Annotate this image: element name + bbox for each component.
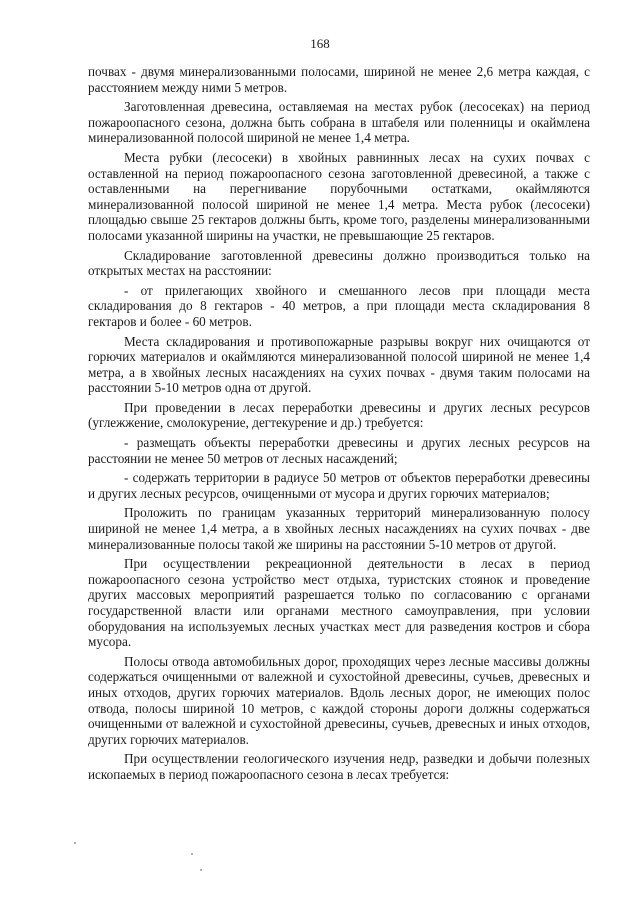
paragraph-4: Складирование заготовленной древесины должно производиться только на открытых местах на расстоянии: [88, 247, 590, 279]
paragraph-12: Полосы отвода автомобильных дорог, проходящих через лесные массивы должны содержаться очищенными от валежной и сухостойной древесины, сучьев, древесных и иных отходов, других горючих материалов. Вдоль лесных дорог, не имеющих полос отвода, полосы шириной 10 метров, с каждой стороны дороги должны содержаться очищенными от валежной и сухостойной древесины, сучьев, древесных и иных отходов, других горючих материалов. [88, 653, 590, 747]
paragraph-8: - размещать объекты переработки древесины и других лесных ресурсов на расстоянии не менее 50 метров от лесных насаждений; [88, 435, 590, 466]
document-body [88, 64, 590, 787]
paragraph-2: Заготовленная древесина, оставляемая на местах рубок (лесосеках) на период пожароопасного сезона, должна быть собрана в штабеля или поленницы и окаймлена минерализованной полосой шириной не менее 1,4 метра. [88, 99, 590, 146]
paragraph-1: почвах - двумя минерализованными полосами, шириной не менее 2,6 метра каждая, с расстоянием между ними 5 метров. [88, 64, 590, 95]
paragraph-10: Проложить по границам указанных территорий минерализованную полосу шириной не менее 1,4 метра, а в хвойных лесных насаждениях на сухих почвах - две минерализованные полосы такой же ширины на расстоянии 5-10 метров от другой. [88, 505, 590, 552]
paragraph-13: При осуществлении геологического изучения недр, разведки и добычи полезных ископаемых в период пожароопасного сезона в лесах требуется: [88, 751, 590, 782]
scan-speck [191, 853, 193, 855]
scan-speck [74, 842, 76, 844]
paragraph-6: Места складирования и противопожарные разрывы вокруг них очищаются от горючих материалов и окаймляются минерализованной полосой шириной не менее 1,4 метра, а в хвойных лесных насаждениях на сухих почвах - двумя таким полосами на расстоянии 5-10 метров одна от другой. [88, 333, 590, 396]
paragraph-11: При осуществлении рекреационной деятельности в лесах в период пожароопасного сезона устройство мест отдыха, туристских стоянок и проведение других массовых мероприятий разрешается только по согласованию с органами государственной власти или органами местного самоуправления, при условии оборудования на используемых лесных участках мест для разведения костров и сбора мусора. [88, 556, 590, 650]
paragraph-3: Места рубки (лесосеки) в хвойных равнинных лесах на сухих почвах с оставленной на период пожароопасного сезона заготовленной древесиной, а также с оставленными на перегнивание порубочными остатками, окаймляются минерализованной полосой шириной не менее 1,4 метра. Места рубок (лесосеки) площадью свыше 25 гектаров должны быть, кроме того, разделены минерализованными полосами указанной ширины на участки, не превышающие 25 гектаров. [88, 149, 590, 243]
scan-speck [200, 869, 202, 871]
paragraph-9: - содержать территории в радиусе 50 метров от объектов переработки древесины и других лесных ресурсов, очищенными от мусора и других горючих материалов; [88, 470, 590, 501]
paragraph-5: - от прилегающих хвойного и смешанного лесов при площади места складирования до 8 гектаров - 40 метров, а при площади места складирования 8 гектаров и более - 60 метров. [88, 282, 590, 329]
page-number: 168 [310, 36, 330, 51]
paragraph-7: При проведении в лесах переработки древесины и других лесных ресурсов (углежжение, смолокурение, дегтекурение и др.) требуется: [88, 399, 590, 431]
